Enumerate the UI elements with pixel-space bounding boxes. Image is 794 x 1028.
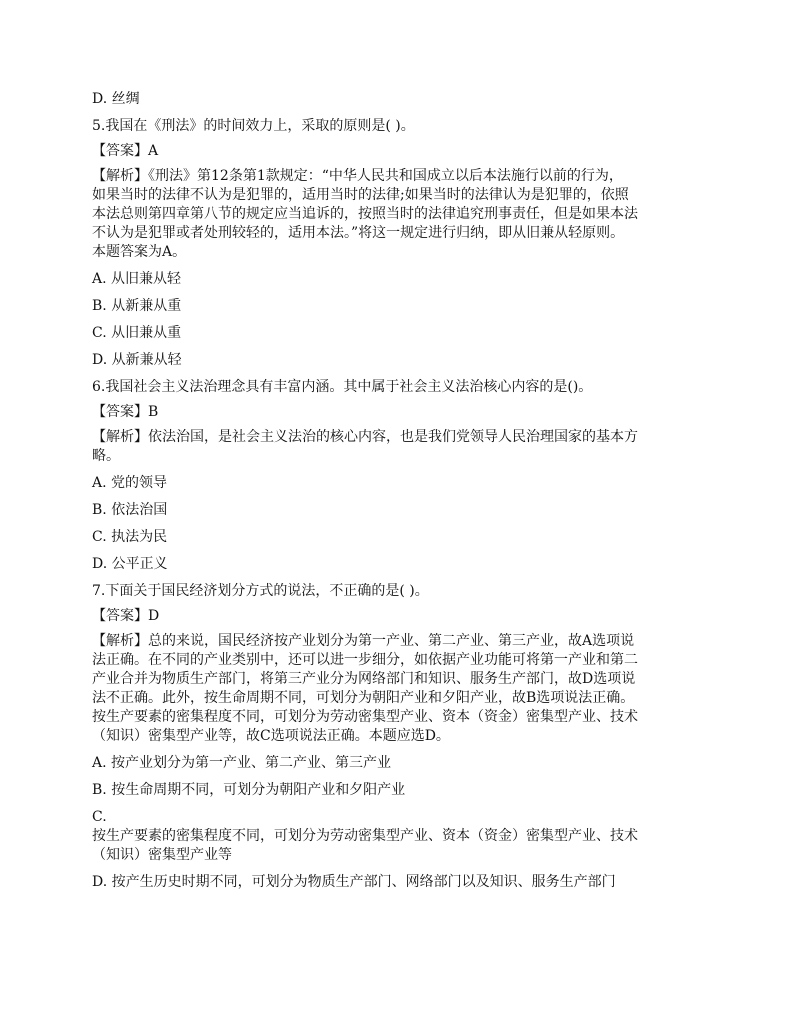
q6-answer: [92, 403, 712, 422]
q7-question: 7.下面关于国民经济划分方式的说法，不正确的是( )。: [92, 583, 429, 599]
q6-option-b: B. 依法治国: [92, 502, 168, 518]
q5-analysis: [92, 167, 712, 186]
analysis-tag: 【解析】: [92, 633, 148, 649]
q5-answer: [92, 142, 712, 161]
answer-value: D: [148, 608, 160, 624]
q5-question: 5.我国在《刑法》的时间效力上，采取的原则是( )。: [92, 118, 415, 134]
q7-option-d: D. 按产生历史时期不同，可划分为物质生产部门、网络部门以及知识、服务生产部门: [92, 874, 616, 890]
analysis-line: 本法总则第四章第八节的规定应当追诉的，按照当时的法律追究刑事责任，但是如果本法: [92, 206, 638, 222]
analysis-line: 不认为是犯罪或者处刑较轻的，适用本法。”将这一规定进行归纳，即从旧兼从轻原则。: [92, 225, 625, 241]
analysis-line: 产业合并为物质生产部门，将第三产业分为网络部门和知识、服务生产部门，故D选项说: [92, 671, 636, 687]
analysis-line: 法正确。在不同的产业类别中，还可以进一步细分，如依据产业功能可将第一产业和第二: [92, 652, 638, 668]
q7-answer: [92, 607, 712, 626]
analysis-line: （知识）密集型产业等，故C选项说法正确。本题应选D。: [92, 728, 450, 744]
analysis-line: 依法治国，是社会主义法治的核心内容，也是我们党领导人民治理国家的基本方: [148, 429, 638, 445]
analysis-line: 按生产要素的密集程度不同，可划分为劳动密集型产业、资本（资金）密集型产业、技术: [92, 709, 638, 725]
answer-value: A: [148, 143, 159, 159]
q6-option-d: D. 公平正义: [92, 556, 168, 572]
analysis-line: 《刑法》第12条第1款规定：“中华人民共和国成立以后本法施行以前的行为，: [148, 168, 623, 184]
q6-question: 6.我国社会主义法治理念具有丰富内涵。其中属于社会主义法治核心内容的是()。: [92, 379, 593, 395]
q7-option-b: B. 按生命周期不同，可划分为朝阳产业和夕阳产业: [92, 782, 406, 798]
answer-tag: 【答案】: [92, 404, 148, 420]
q7-analysis: [92, 632, 712, 651]
analysis-tag: 【解析】: [92, 168, 148, 184]
analysis-tag: 【解析】: [92, 429, 148, 445]
analysis-line: 本题答案为A。: [92, 244, 187, 260]
analysis-line: 法不正确。此外，按生命周期不同，可划分为朝阳产业和夕阳产业，故B选项说法正确。: [92, 690, 635, 706]
q7-option-c-text: 按生产要素的密集程度不同，可划分为劳动密集型产业、资本（资金）密集型产业、技术: [92, 828, 638, 844]
q5-option-d: D. 从新兼从轻: [92, 352, 182, 368]
q5-option-c: C. 从旧兼从重: [92, 325, 182, 341]
document-page: [92, 90, 712, 892]
analysis-line: 略。: [92, 448, 120, 464]
q6-option-c: C. 执法为民: [92, 529, 168, 545]
q6-option-a: A. 党的领导: [92, 475, 168, 491]
analysis-line: 如果当时的法律不认为是犯罪的，适用当时的法律;如果当时的法律认为是犯罪的，依照: [92, 187, 629, 203]
answer-tag: 【答案】: [92, 608, 148, 624]
analysis-line: 总的来说，国民经济按产业划分为第一产业、第二产业、第三产业，故A选项说: [148, 633, 635, 649]
answer-tag: 【答案】: [92, 143, 148, 159]
q7-option-c-label: C.: [92, 809, 107, 825]
answer-value: B: [148, 404, 159, 420]
q6-analysis: [92, 428, 712, 447]
q5-option-a: A. 从旧兼从轻: [92, 271, 182, 287]
q7-option-a: A. 按产业划分为第一产业、第二产业、第三产业: [92, 755, 392, 771]
q7-option-c-text: （知识）密集型产业等: [92, 847, 232, 863]
q4-option-d: D. 丝绸: [92, 91, 140, 107]
q5-option-b: B. 从新兼从重: [92, 298, 182, 314]
